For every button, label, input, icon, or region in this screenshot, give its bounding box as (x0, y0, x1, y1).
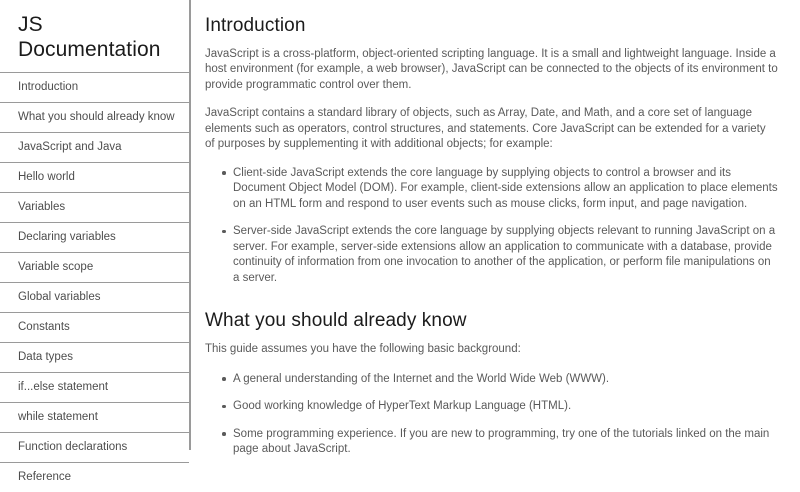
sidebar-title: JS Documentation (18, 13, 161, 62)
sidebar-link-reference[interactable]: Reference (18, 471, 72, 484)
sidebar-link-data-types[interactable]: Data types (18, 351, 73, 364)
section-introduction (205, 0, 780, 286)
sidebar-link-what-you-should-already-know[interactable]: What you should already know (18, 111, 175, 124)
list-item (233, 372, 778, 388)
list-item (233, 166, 778, 213)
list-item-text: Client-side JavaScript extends the core language by supplying objects to control a browser and its Document Object Model (DOM). For example, client-side extensions allow an application to place elements on an HTML form and respond to user events such as mouse clicks, form input, and page navigation. (233, 166, 778, 210)
sidebar-link-javascript-and-java[interactable]: JavaScript and Java (18, 141, 122, 154)
section-heading-what-you-should-already-know: What you should already know (205, 310, 467, 332)
bullet-icon (222, 377, 226, 381)
bullet-icon (222, 432, 226, 436)
sidebar-item-reference[interactable] (0, 462, 189, 492)
intro-paragraph-2: JavaScript contains a standard library of objects, such as Array, Date, and Math, and a core set of language elements such as operators, control structures, and statements. Core JavaScript can be extended for a variety of purposes by supplementing it with additional objects; for example: (205, 107, 766, 151)
sidebar-item-function-declarations[interactable] (0, 432, 189, 462)
sidebar-link-introduction[interactable]: Introduction (18, 81, 79, 94)
sidebar-item-declaring-variables[interactable] (0, 222, 189, 252)
sidebar-link-while-statement[interactable]: while statement (18, 411, 98, 424)
sidebar-item-while-statement[interactable] (0, 402, 189, 432)
main-document (191, 0, 800, 455)
sidebar-link-global-variables[interactable]: Global variables (18, 291, 101, 304)
section-what-you-should-already-know (205, 298, 780, 457)
list-item (233, 399, 778, 415)
sidebar-item-if-else-statement[interactable] (0, 372, 189, 402)
sidebar-item-variables[interactable] (0, 192, 189, 222)
sidebar-link-constants[interactable]: Constants (18, 321, 70, 334)
sidebar-item-hello-world[interactable] (0, 162, 189, 192)
list-item (233, 427, 778, 458)
sidebar-link-if-else-statement[interactable]: if...else statement (18, 381, 109, 394)
sidebar-item-data-types[interactable] (0, 342, 189, 372)
sidebar-link-hello-world[interactable]: Hello world (18, 171, 75, 184)
sidebar-item-global-variables[interactable] (0, 282, 189, 312)
sidebar-link-variables[interactable]: Variables (18, 201, 66, 214)
bullet-icon (222, 230, 226, 234)
intro-bullet-list (205, 166, 780, 287)
sidebar-item-javascript-and-java[interactable] (0, 132, 189, 162)
sidebar-link-declaring-variables[interactable]: Declaring variables (18, 231, 116, 244)
bullet-icon (222, 171, 226, 175)
sidebar-item-variable-scope[interactable] (0, 252, 189, 282)
list-item-text: Good working knowledge of HyperText Markup Language (HTML). (233, 400, 572, 412)
sidebar-link-variable-scope[interactable]: Variable scope (18, 261, 94, 274)
sidebar-link-function-declarations[interactable]: Function declarations (18, 441, 128, 454)
know-bullet-list (205, 372, 780, 458)
list-item-text: Server-side JavaScript extends the core language by supplying objects relevant to running JavaScript on a server. For example, server-side extensions allow an application to communicate with a database, provide continuity of information from one invocation to another of the application, or perform file manipulations on a server. (233, 225, 776, 284)
section-heading-introduction: Introduction (205, 15, 306, 36)
list-item (233, 224, 778, 286)
sidebar-navbar (0, 0, 191, 484)
sidebar-item-what-you-should-already-know[interactable] (0, 102, 189, 132)
sidebar-item-constants[interactable] (0, 312, 189, 342)
bullet-icon (222, 405, 226, 409)
sidebar-item-introduction[interactable] (0, 72, 189, 102)
know-paragraph-1: This guide assumes you have the following basic background: (205, 343, 521, 355)
list-item-text: A general understanding of the Internet and the World Wide Web (WWW). (233, 372, 610, 385)
intro-paragraph-1: JavaScript is a cross-platform, object-oriented scripting language. It is a small and lightweight language. Inside a host environment (for example, a web browser), JavaScript can be connected to the objects of its environment to provide programmatic control over them. (205, 47, 778, 91)
list-item-text: Some programming experience. If you are new to programming, try one of the tutorials linked on the main page about JavaScript. (233, 427, 770, 455)
sidebar-nav-list (0, 72, 189, 492)
